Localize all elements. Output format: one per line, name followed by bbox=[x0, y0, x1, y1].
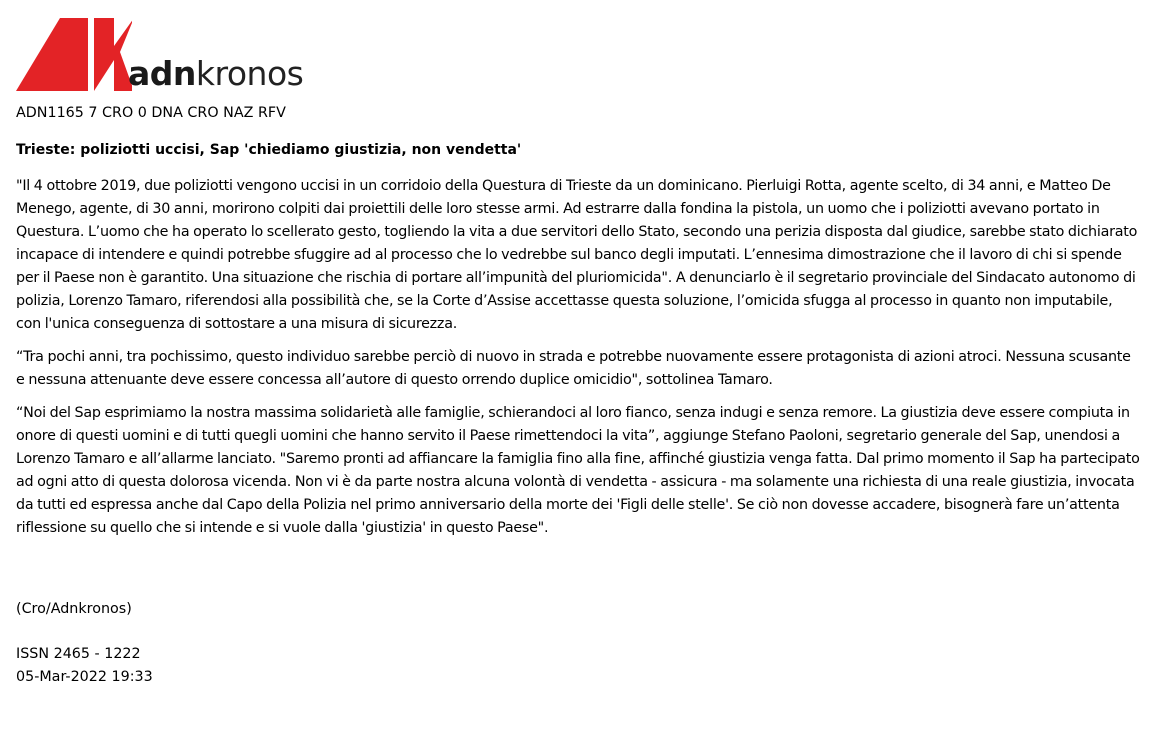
article-author: (Cro/Adnkronos) bbox=[16, 601, 132, 617]
adnkronos-logo bbox=[16, 16, 326, 96]
logo-red-bar bbox=[94, 18, 132, 91]
logo-red-triangle bbox=[16, 18, 88, 91]
adnkronos-logo-mark bbox=[16, 16, 132, 94]
adnkronos-wordmark bbox=[128, 54, 303, 94]
article bbox=[16, 102, 1141, 689]
article-datetime: 05-Mar-2022 19:33 bbox=[16, 669, 153, 685]
article-code: ADN1165 7 CRO 0 DNA CRO NAZ RFV bbox=[16, 105, 286, 121]
article-paragraph-1: "Il 4 ottobre 2019, due poliziotti vengono uccisi in un corridoio della Questura di Trieste da un dominicano. Pierluigi Rotta, agente scelto, di 34 anni, e Matteo De Menego, agente, di 30 anni, morirono colpiti dai proiettili delle loro stesse armi. Ad estrarre dalla fondina la pistola, un uomo che i poliziotti avevano portato in Questura. L’uomo che ha operato lo scellerato gesto, togliendo la vita a due servitori dello Stato, secondo una perizia disposta dal giudice, sarebbe stato dichiarato incapace di intendere e quindi potrebbe sfuggire ad al processo che lo vedrebbe sul banco degli imputati. L’ennesima dimostrazione che il lavoro di chi si spende per il Paese non è garantito. Una situazione che rischia di portare all’impunità del pluriomicida". A denunciarlo è il segretario provinciale del Sindacato autonomo di polizia, Lorenzo Tamaro, riferendosi alla possibilità che, se la Corte d’Assise accettasse questa soluzione, l’omicida sfugga al processo in quanto non imputabile, con l'unica conseguenza di sottostare a una misura di sicurezza. bbox=[16, 178, 1138, 332]
article-issn: ISSN 2465 - 1222 bbox=[16, 646, 141, 662]
wordmark-suffix: kronos bbox=[195, 54, 304, 93]
article-paragraph-2: “Tra pochi anni, tra pochissimo, questo individuo sarebbe perciò di nuovo in strada e potrebbe nuovamente essere protagonista di azioni atroci. Nessuna scusante e nessuna attenuante deve essere concessa all’autore di questo orrendo duplice omicidio", sottolinea Tamaro. bbox=[16, 349, 1131, 388]
wordmark-prefix: adn bbox=[128, 54, 196, 93]
article-paragraph-3: “Noi del Sap esprimiamo la nostra massima solidarietà alle famiglie, schierandoci al loro fianco, senza indugi e senza remore. La giustizia deve essere compiuta in onore di questi uomini e di tutti quegli uomini che hanno servito il Paese rimettendoci la vita”, aggiunge Stefano Paoloni, segretario generale del Sap, unendosi a Lorenzo Tamaro e all’allarme lanciato. "Saremo pronti ad affiancare la famiglia fino alla fine, affinché giustizia venga fatta. Dal primo momento il Sap ha partecipato ad ogni atto di questa dolorosa vicenda. Non vi è da parte nostra alcuna volontà di vendetta - assicura - ma solamente una richiesta di una reale giustizia, invocata da tutti ed espressa anche dal Capo della Polizia nel primo anniversario della morte dei 'Figli delle stelle'. Se ciò non dovesse accadere, bisognerà fare un’attenta riflessione su quello che si intende e si vuole dalla 'giustizia' in questo Paese". bbox=[16, 405, 1140, 536]
article-headline: Trieste: poliziotti uccisi, Sap 'chiediamo giustizia, non vendetta' bbox=[16, 142, 522, 158]
